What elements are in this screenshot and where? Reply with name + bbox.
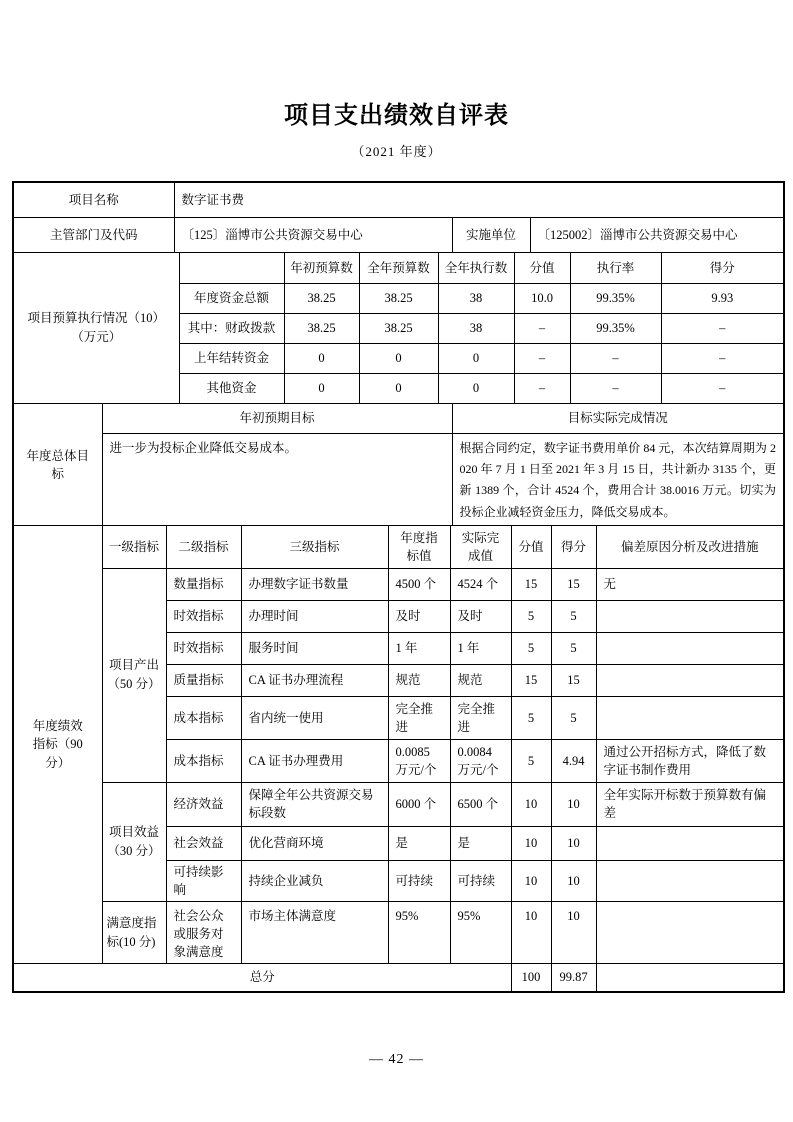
indicator-score: 4.94: [551, 739, 596, 782]
indicator-deviation: [596, 632, 783, 664]
budget-cell: 10.0: [514, 283, 570, 313]
indicator-secondary: 成本指标: [166, 696, 241, 739]
indicator-col-header: 偏差原因分析及改进措施: [596, 526, 783, 568]
indicator-actual-value: 可持续: [450, 860, 511, 901]
indicator-actual-value: 6500 个: [450, 782, 511, 826]
indicator-score: 15: [551, 568, 596, 600]
indicator-points: 5: [511, 739, 551, 782]
group-project-output-line1: 项目产出: [108, 658, 159, 673]
indicator-target-value: 1 年: [388, 632, 450, 664]
budget-row-label: 其中：财政拨款: [179, 313, 284, 343]
page-number: — 42 —: [369, 1052, 424, 1067]
section-performance-indicators: [14, 525, 783, 991]
indicator-target-value: 95%: [388, 901, 450, 963]
budget-cell: –: [514, 373, 570, 403]
table-row: [14, 526, 783, 568]
indicator-actual-value: 是: [450, 826, 511, 860]
implement-unit-value: 〔125002〕淄博市公共资源交易中心: [530, 217, 783, 252]
indicator-score: 5: [551, 600, 596, 632]
total-score-label: 总分: [14, 964, 511, 991]
indicator-score: 15: [551, 664, 596, 696]
budget-cell: –: [570, 343, 661, 373]
section-annual-target: [14, 403, 783, 525]
budget-cell: –: [514, 343, 570, 373]
budget-cell: 99.35%: [570, 313, 661, 343]
indicator-score: 5: [551, 696, 596, 739]
section-budget-execution: [14, 252, 783, 403]
performance-section-label-line2: 指标（90 分）: [32, 737, 83, 771]
budget-cell: 0: [438, 343, 514, 373]
budget-row-label: 年度资金总额: [179, 283, 284, 313]
indicator-col-header: 得分: [551, 526, 596, 568]
indicator-points: 10: [511, 860, 551, 901]
page-subtitle: （2021 年度）: [351, 144, 442, 160]
table-row: [14, 404, 783, 433]
indicator-tertiary: 优化营商环境: [241, 826, 388, 860]
indicator-deviation: [596, 600, 783, 632]
total-deviation-blank: [596, 964, 783, 991]
indicator-points: 15: [511, 568, 551, 600]
budget-col-header: 全年执行数: [438, 253, 514, 283]
table-row: [14, 253, 783, 283]
performance-section-label: [14, 526, 102, 964]
budget-cell: –: [570, 373, 661, 403]
indicator-deviation: [596, 901, 783, 963]
page-title: 项目支出绩效自评表: [284, 103, 509, 129]
indicator-secondary: 经济效益: [166, 782, 241, 826]
budget-cell: 0: [359, 343, 438, 373]
budget-cell: –: [661, 343, 783, 373]
indicator-score: 10: [551, 901, 596, 963]
budget-cell: 38.25: [284, 283, 359, 313]
budget-col-header: 执行率: [570, 253, 661, 283]
budget-col-header: 年初预算数: [284, 253, 359, 283]
indicator-actual-value: 95%: [450, 901, 511, 963]
indicator-tertiary: 办理数字证书数量: [241, 568, 388, 600]
indicator-deviation: [596, 664, 783, 696]
indicator-score: 10: [551, 826, 596, 860]
group-project-benefit: [102, 782, 166, 901]
indicator-col-header: 实际完成值: [450, 526, 511, 568]
table-row: [14, 901, 783, 963]
actual-completion-text: 根据合同约定，数字证书费用单价 84 元，本次结算周期为 2020 年 7 月 1 日至 2021 年 3 月 15 日，共计新办 3135 个，更新 1389 个，合计 4524 个，费用合计 38.0016 万元。切实为投标企业减轻资金压力，降低交易成本。: [452, 433, 783, 525]
indicator-secondary: 可持续影响: [166, 860, 241, 901]
budget-cell: 38: [438, 313, 514, 343]
table-row: [14, 568, 783, 600]
indicator-target-value: 是: [388, 826, 450, 860]
budget-cell: –: [661, 373, 783, 403]
expected-target-text: 进一步为投标企业降低交易成本。: [102, 433, 452, 525]
indicator-tertiary: 保障全年公共资源交易标段数: [241, 782, 388, 826]
self-evaluation-table: [12, 181, 785, 993]
budget-col-header: 得分: [661, 253, 783, 283]
indicator-tertiary: 省内统一使用: [241, 696, 388, 739]
budget-cell: 38: [438, 283, 514, 313]
indicator-actual-value: 4524 个: [450, 568, 511, 600]
budget-cell: 9.93: [661, 283, 783, 313]
indicator-points: 10: [511, 826, 551, 860]
indicator-secondary: 时效指标: [166, 632, 241, 664]
indicator-secondary: 数量指标: [166, 568, 241, 600]
indicator-target-value: 4500 个: [388, 568, 450, 600]
table-row: [14, 782, 783, 826]
indicator-points: 5: [511, 632, 551, 664]
indicator-deviation: 全年实际开标数于预算数有偏差: [596, 782, 783, 826]
indicator-target-value: 规范: [388, 664, 450, 696]
indicator-secondary: 时效指标: [166, 600, 241, 632]
table-row: [14, 183, 783, 217]
indicator-deviation: [596, 696, 783, 739]
indicator-actual-value: 1 年: [450, 632, 511, 664]
group-satisfaction: 满意度指标(10 分): [102, 901, 166, 963]
implement-unit-label: 实施单位: [452, 217, 530, 252]
indicator-tertiary: CA 证书办理流程: [241, 664, 388, 696]
indicator-tertiary: 市场主体满意度: [241, 901, 388, 963]
table-row: [14, 964, 783, 991]
budget-cell: 38.25: [359, 313, 438, 343]
indicator-points: 10: [511, 901, 551, 963]
indicator-col-header: 一级指标: [102, 526, 166, 568]
document-header: [0, 0, 793, 160]
indicator-tertiary: 办理时间: [241, 600, 388, 632]
indicator-col-header: 三级指标: [241, 526, 388, 568]
indicator-tertiary: 持续企业减负: [241, 860, 388, 901]
budget-cell: 38.25: [359, 283, 438, 313]
indicator-points: 15: [511, 664, 551, 696]
indicator-actual-value: 0.0084 万元/个: [450, 739, 511, 782]
total-points: 100: [511, 964, 551, 991]
budget-section-label: [14, 253, 179, 403]
indicator-tertiary: 服务时间: [241, 632, 388, 664]
indicator-target-value: 6000 个: [388, 782, 450, 826]
indicator-deviation: 无: [596, 568, 783, 600]
section-basic-info: [14, 183, 783, 252]
indicator-deviation: [596, 826, 783, 860]
budget-cell: 0: [284, 373, 359, 403]
budget-cell: –: [514, 313, 570, 343]
department-value: 〔125〕淄博市公共资源交易中心: [174, 217, 452, 252]
basic-info-table: [14, 183, 783, 252]
budget-section-label-line1: 项目预算执行情况（10）: [27, 311, 165, 326]
budget-cell: 38.25: [284, 313, 359, 343]
indicator-target-value: 可持续: [388, 860, 450, 901]
indicator-actual-value: 规范: [450, 664, 511, 696]
indicator-target-value: 0.0085 万元/个: [388, 739, 450, 782]
budget-row-label: 其他资金: [179, 373, 284, 403]
indicator-points: 5: [511, 600, 551, 632]
indicator-score: 10: [551, 860, 596, 901]
budget-col-header: 分值: [514, 253, 570, 283]
indicator-secondary: 成本指标: [166, 739, 241, 782]
indicator-deviation: [596, 860, 783, 901]
budget-cell: 0: [359, 373, 438, 403]
indicator-actual-value: 及时: [450, 600, 511, 632]
group-project-output: [102, 568, 166, 782]
indicator-col-header: 二级指标: [166, 526, 241, 568]
indicator-score: 10: [551, 782, 596, 826]
budget-cell: 99.35%: [570, 283, 661, 313]
annual-target-table: [14, 404, 783, 525]
indicator-col-header: 分值: [511, 526, 551, 568]
budget-subheader-blank: [179, 253, 284, 283]
indicator-tertiary: CA 证书办理费用: [241, 739, 388, 782]
indicator-actual-value: 完全推进: [450, 696, 511, 739]
department-label: 主管部门及代码: [14, 217, 174, 252]
expected-target-header: 年初预期目标: [102, 404, 452, 433]
budget-col-header: 全年预算数: [359, 253, 438, 283]
budget-table: [14, 253, 783, 403]
indicator-target-value: 完全推进: [388, 696, 450, 739]
performance-section-label-line1: 年度绩效: [32, 718, 83, 733]
annual-target-label: 年度总体目标: [14, 404, 102, 525]
indicator-points: 10: [511, 782, 551, 826]
table-row: [14, 217, 783, 252]
indicator-secondary: 质量指标: [166, 664, 241, 696]
budget-row-label: 上年结转资金: [179, 343, 284, 373]
indicator-score: 5: [551, 632, 596, 664]
budget-cell: –: [661, 313, 783, 343]
total-score: 99.87: [551, 964, 596, 991]
performance-table: [14, 526, 783, 991]
actual-completion-header: 目标实际完成情况: [452, 404, 783, 433]
project-name-value: 数字证书费: [174, 183, 783, 217]
budget-section-label-line2: （万元）: [71, 330, 122, 345]
table-row: [14, 433, 783, 525]
group-project-output-line2: （50 分）: [107, 677, 161, 692]
indicator-secondary: 社会效益: [166, 826, 241, 860]
indicator-target-value: 及时: [388, 600, 450, 632]
indicator-points: 5: [511, 696, 551, 739]
group-project-benefit-line1: 项目效益: [108, 825, 159, 839]
indicator-secondary: 社会公众或服务对象满意度: [166, 901, 241, 963]
group-project-benefit-line2: （30 分）: [107, 843, 161, 858]
indicator-deviation: 通过公开招标方式，降低了数字证书制作费用: [596, 739, 783, 782]
indicator-col-header: 年度指标值: [388, 526, 450, 568]
project-name-label: 项目名称: [14, 183, 174, 217]
budget-cell: 0: [284, 343, 359, 373]
budget-cell: 0: [438, 373, 514, 403]
